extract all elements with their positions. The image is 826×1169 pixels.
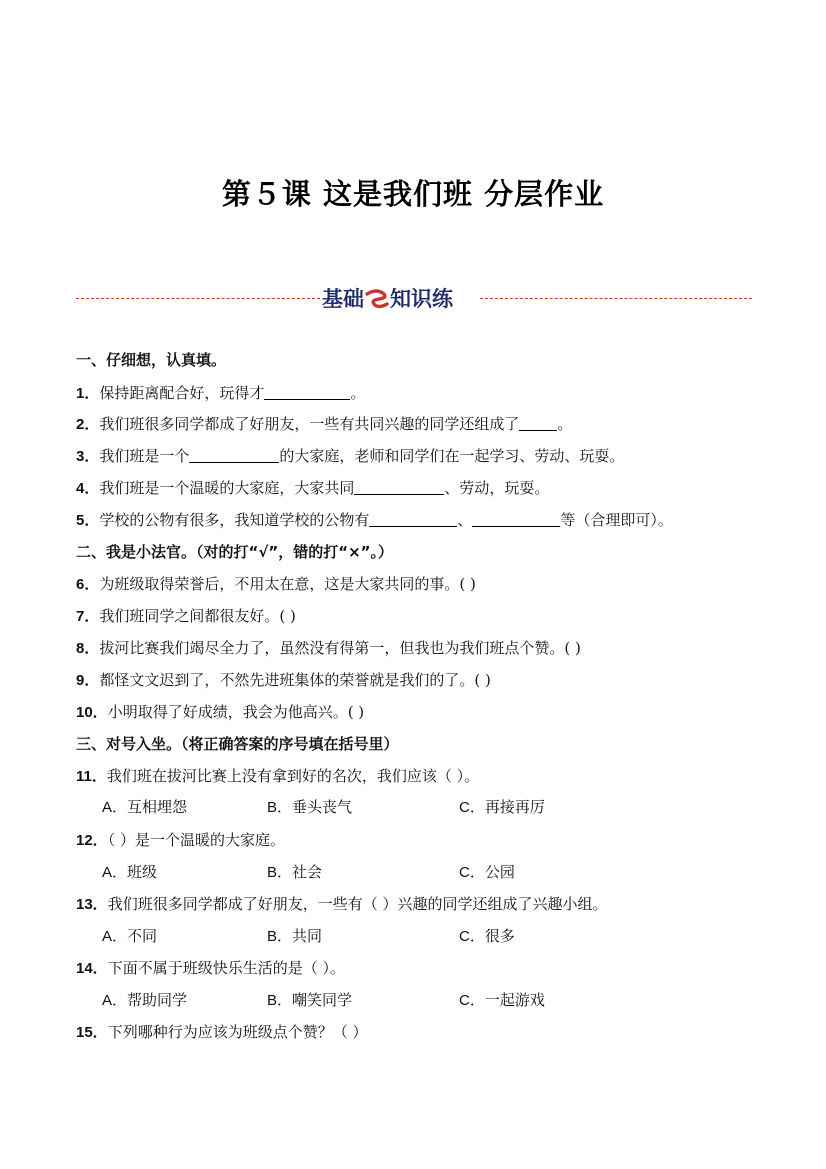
option-b[interactable]: B．嘲笑同学 [267,991,353,1009]
question-11: 11．我们班在拔河比赛上没有拿到好的名次，我们应该（ ）。 [76,767,480,785]
option-c[interactable]: C．再接再厉 [459,798,545,816]
question-13: 13．我们班很多同学都成了好朋友，一些有（ ）兴趣的同学还组成了兴趣小组。 [76,895,608,913]
question-2: 2．我们班很多同学都成了好朋友，一些有共同兴趣的同学还组成了 。 [76,415,573,433]
section-heading-fill: 一、仔细想，认真填。 [76,351,227,369]
answer-blank[interactable] [264,385,350,400]
option-c[interactable]: C．很多 [459,927,515,945]
section-heading-judge: 二、我是小法官。（对的打“√”，错的打“×”。） [76,543,394,561]
question-7: 7．我们班同学之间都很友好。( ) [76,607,296,625]
page-title: 第５课 这是我们班 分层作业 [221,177,605,211]
option-a[interactable]: A．不同 [102,927,158,945]
question-6: 6．为班级取得荣誉后，不用太在意，这是大家共同的事。( ) [76,575,476,593]
swirl-icon [364,288,390,310]
banner-left-text: 基础 [322,287,364,311]
question-14: 14．下面不属于班级快乐生活的是（ ）。 [76,959,345,977]
question-12: 12．（ ）是一个温暖的大家庭。 [76,831,285,849]
answer-blank[interactable] [189,448,279,463]
option-c[interactable]: C．一起游戏 [459,991,545,1009]
section-banner [322,282,480,316]
option-a[interactable]: A．互相埋怨 [102,798,188,816]
question-8: 8．拔河比赛我们竭尽全力了，虽然没有得第一，但我也为我们班点个赞。( ) [76,639,581,657]
option-b[interactable]: B．共同 [267,927,323,945]
answer-blank[interactable] [354,480,444,495]
question-9: 9．都怪文文迟到了，不然先进班集体的荣誉就是我们的了。( ) [76,671,491,689]
banner-divider-right [480,298,752,299]
question-5: 5．学校的公物有很多，我知道学校的公物有 、 等（合理即可）。 [76,511,673,529]
banner-right-text: 知识练 [390,287,453,311]
option-b[interactable]: B．社会 [267,863,323,881]
question-4: 4．我们班是一个温暖的大家庭，大家共同 、劳动，玩耍。 [76,479,550,497]
question-15: 15．下列哪种行为应该为班级点个赞？（ ） [76,1023,368,1041]
question-10: 10．小明取得了好成绩，我会为他高兴。( ) [76,703,365,721]
question-3: 3．我们班是一个 的大家庭，老师和同学们在一起学习、劳动、玩耍。 [76,447,625,465]
option-b[interactable]: B．垂头丧气 [267,798,353,816]
banner-divider-left [76,298,320,299]
option-c[interactable]: C．公园 [459,863,515,881]
option-a[interactable]: A．帮助同学 [102,991,188,1009]
option-a[interactable]: A．班级 [102,863,158,881]
section-heading-choice: 三、对号入坐。（将正确答案的序号填在括号里） [76,735,399,753]
answer-blank[interactable] [519,416,557,431]
question-1: 1．保持距离配合好，玩得才 。 [76,384,366,402]
answer-blank[interactable] [472,512,560,527]
answer-blank[interactable] [369,512,457,527]
